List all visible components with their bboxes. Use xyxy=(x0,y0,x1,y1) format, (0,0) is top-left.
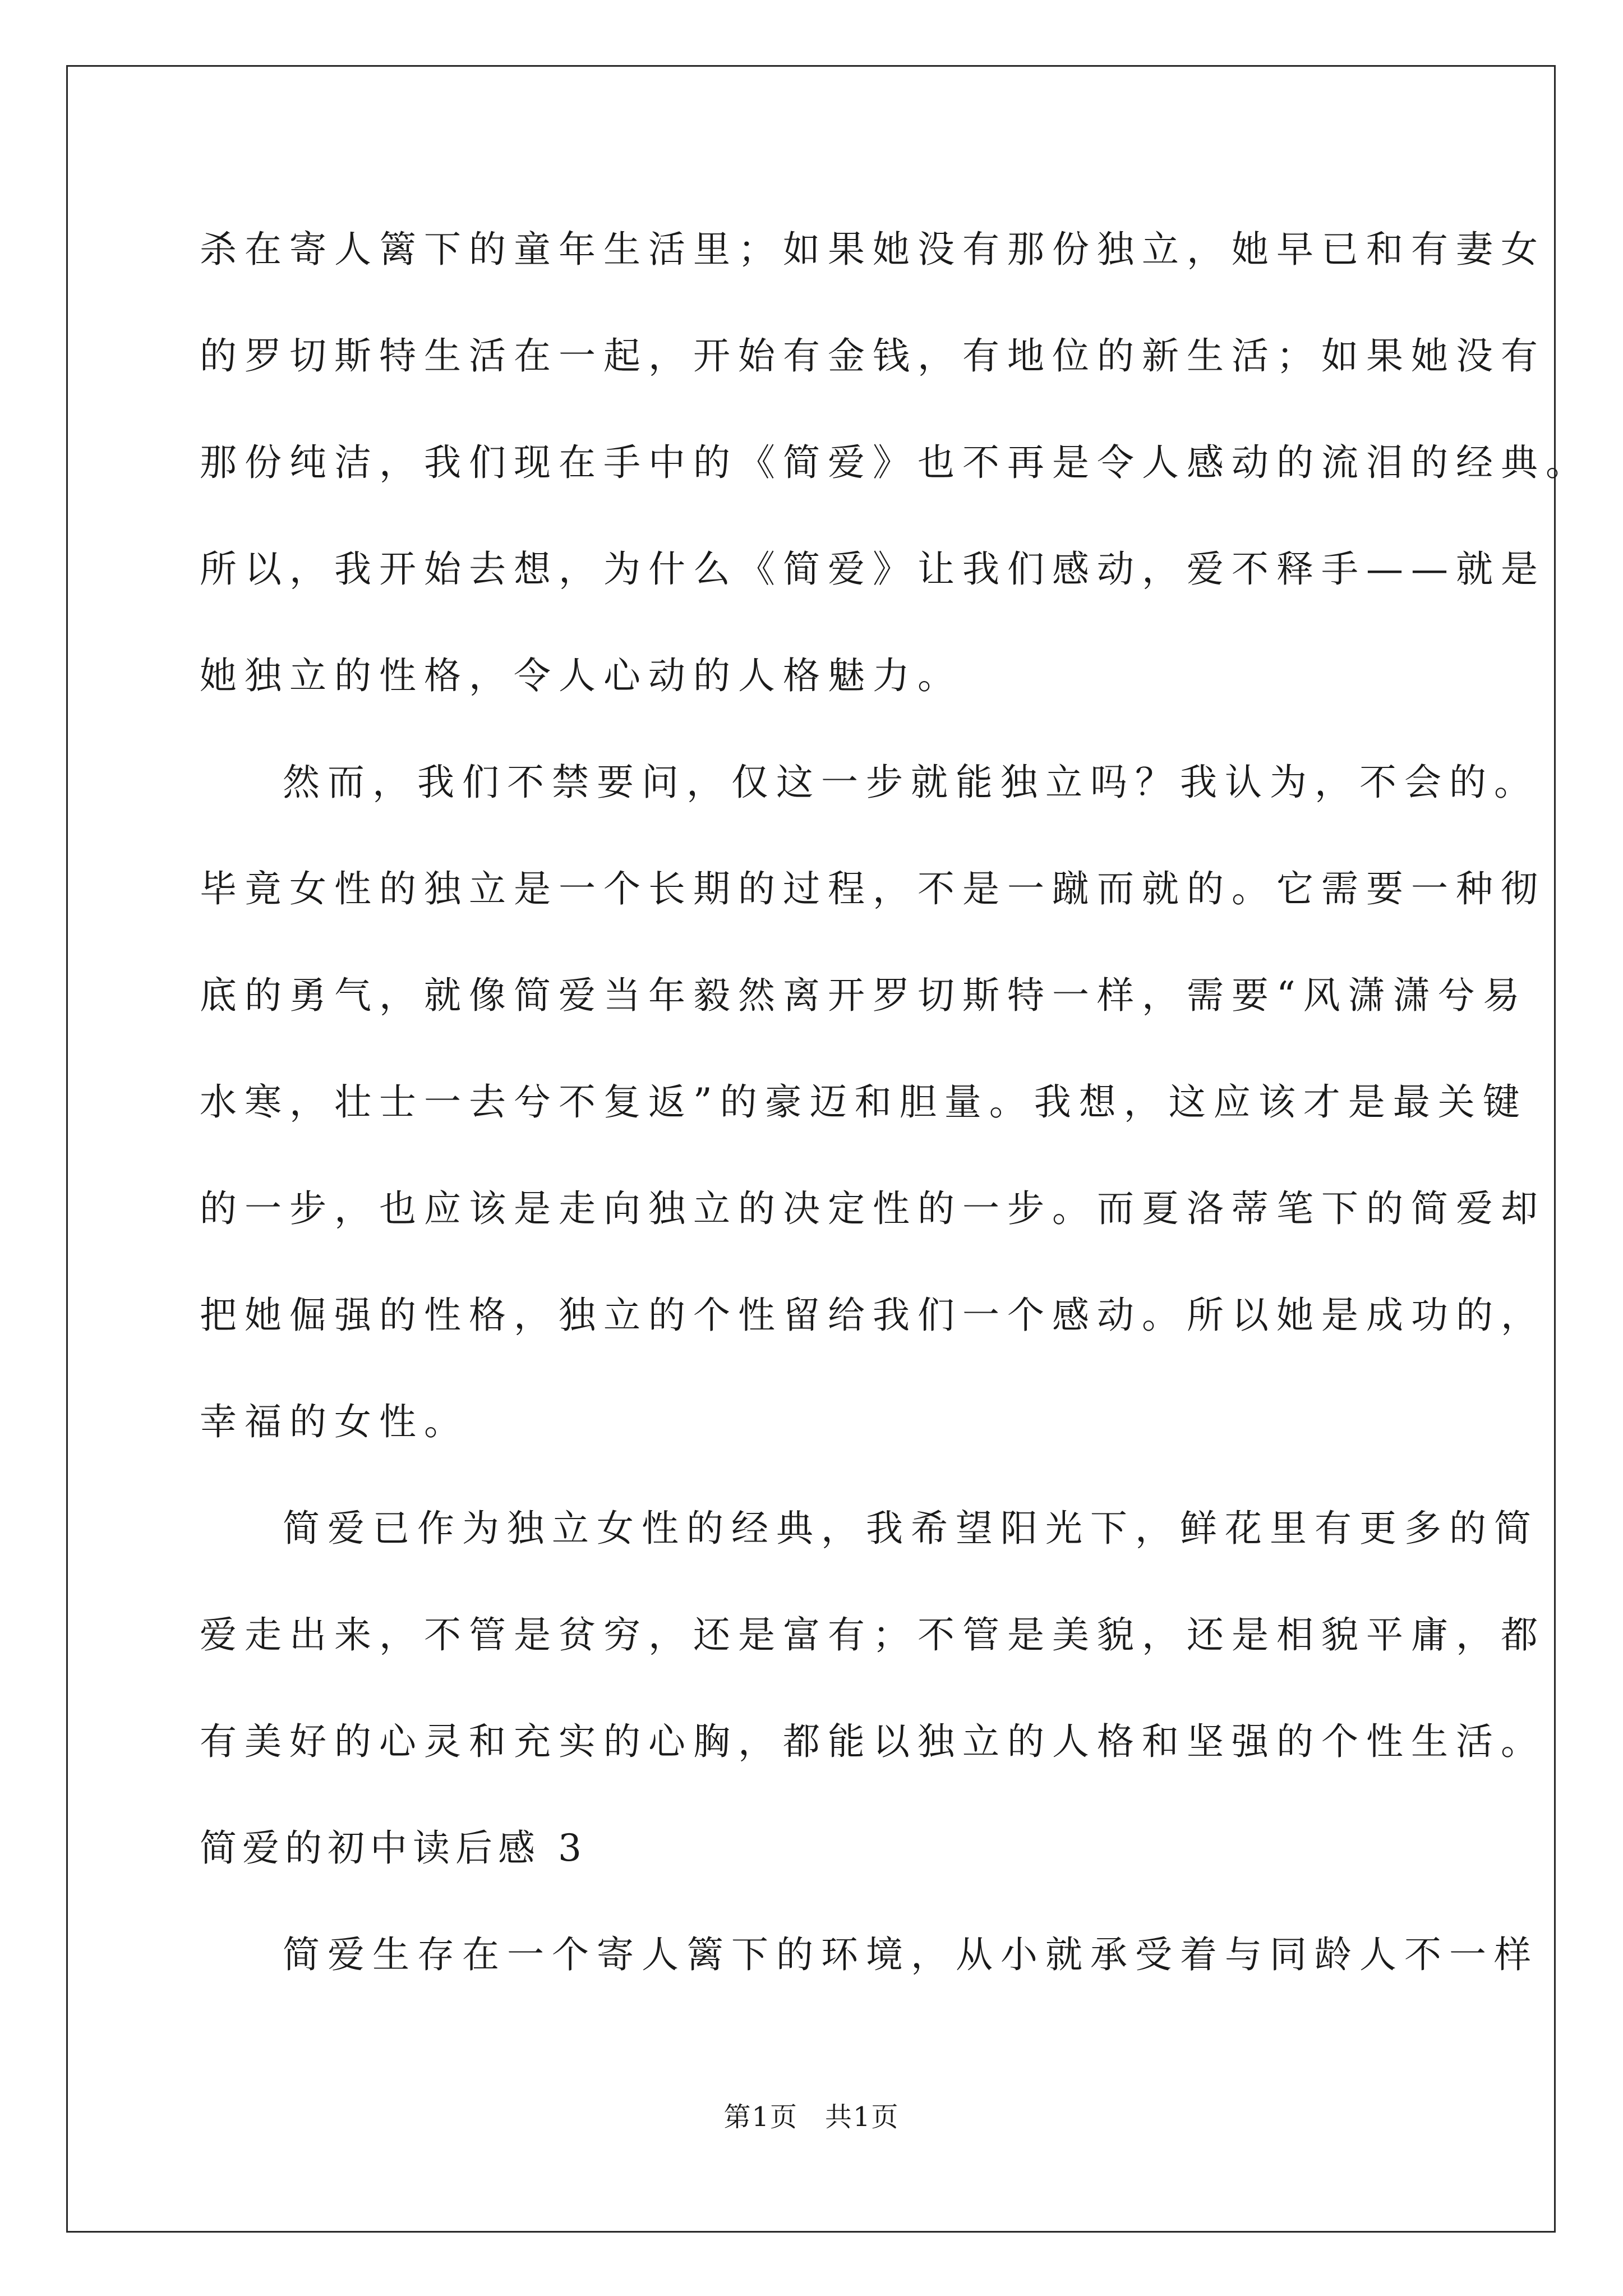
text-line: 那份纯洁，我们现在手中的《简爱》也不再是令人感动的流泪的经典。 xyxy=(200,441,1590,484)
text-line: 幸福的女性。 xyxy=(200,1400,469,1443)
page-footer xyxy=(0,2095,1623,2134)
text-line: 爱走出来，不管是贫穷，还是富有；不管是美貌，还是相貌平庸，都 xyxy=(200,1613,1546,1657)
page-number-total: 共1页 xyxy=(825,2101,900,2133)
document-body xyxy=(200,213,1590,2025)
text-line: 水寒，壮士一去兮不复返”的豪迈和胆量。我想，这应该才是最关键 xyxy=(200,1080,1528,1124)
section-heading: 简爱的初中读后感 3 xyxy=(200,1826,587,1870)
text-line: 毕竟女性的独立是一个长期的过程，不是一蹴而就的。它需要一种彻 xyxy=(200,867,1546,910)
text-line: 她独立的性格，令人心动的人格魅力。 xyxy=(200,654,962,697)
text-line: 的罗切斯特生活在一起，开始有金钱，有地位的新生活；如果她没有 xyxy=(200,334,1546,378)
page-number-current: 第1页 xyxy=(723,2101,798,2133)
paragraph-first-line: 然而，我们不禁要问，仅这一步就能独立吗？我认为，不会的。 xyxy=(283,761,1539,804)
text-line: 所以，我开始去想，为什么《简爱》让我们感动，爱不释手——就是 xyxy=(200,547,1546,591)
text-line: 把她倔强的性格，独立的个性留给我们一个感动。所以她是成功的， xyxy=(200,1294,1546,1337)
text-line: 杀在寄人篱下的童年生活里；如果她没有那份独立，她早已和有妻女 xyxy=(200,228,1546,271)
text-line: 的一步，也应该是走向独立的决定性的一步。而夏洛蒂笔下的简爱却 xyxy=(200,1187,1546,1230)
text-line: 有美好的心灵和充实的心胸，都能以独立的人格和坚强的个性生活。 xyxy=(200,1720,1546,1763)
paragraph-first-line: 简爱生存在一个寄人篱下的环境，从小就承受着与同龄人不一样 xyxy=(283,1933,1539,1976)
paragraph-first-line: 简爱已作为独立女性的经典，我希望阳光下，鲜花里有更多的简 xyxy=(283,1507,1539,1550)
text-line: 底的勇气，就像简爱当年毅然离开罗切斯特一样，需要“风潇潇兮易 xyxy=(200,974,1528,1017)
